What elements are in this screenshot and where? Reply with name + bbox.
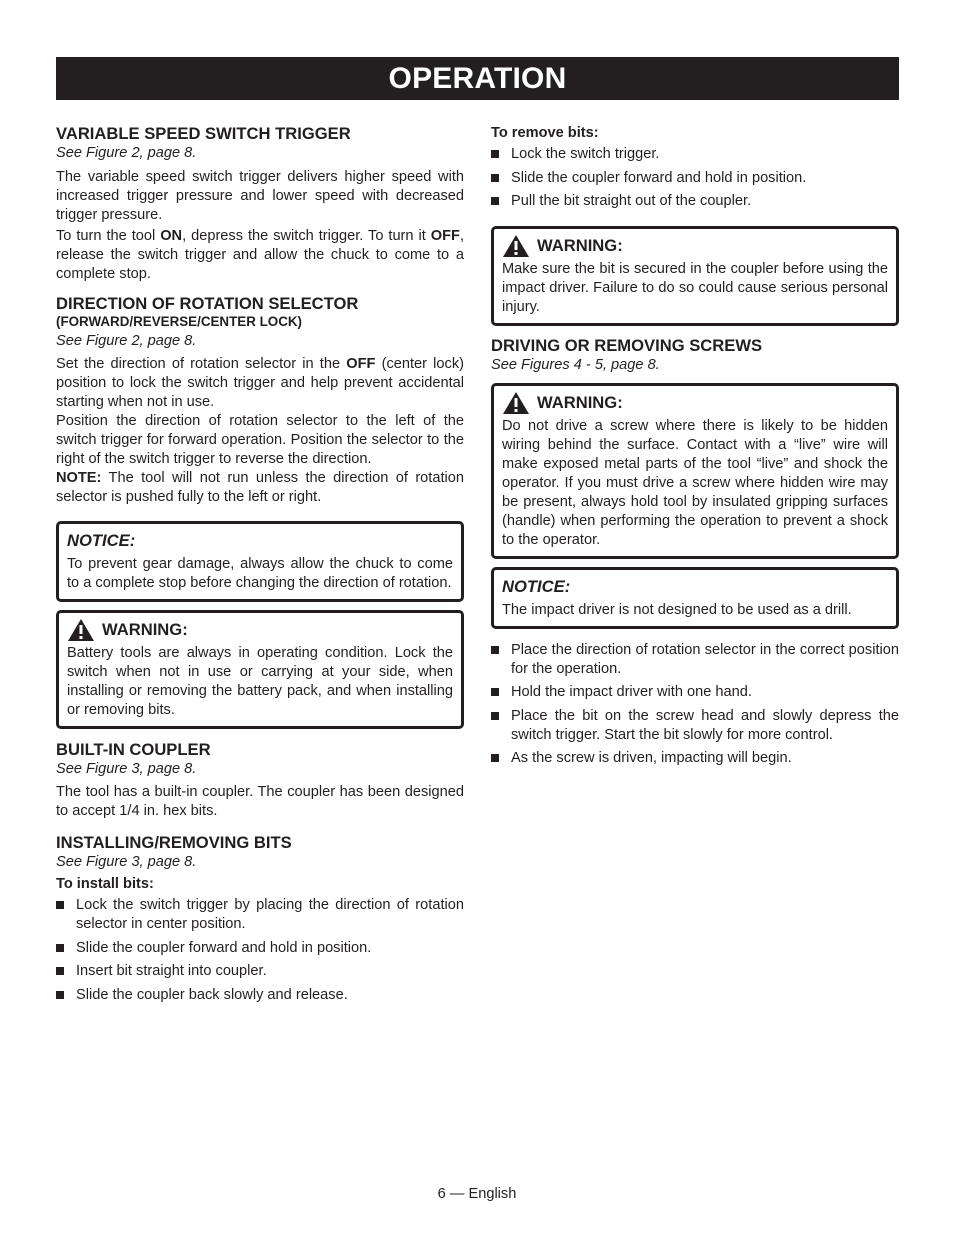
right-column bbox=[491, 124, 899, 773]
list-item: Place the bit on the screw head and slowly depress the switch trigger. Start the bit slowly for more control. bbox=[491, 707, 899, 745]
driving-steps-list bbox=[491, 641, 899, 769]
page-footer: 6 — English bbox=[437, 1186, 517, 1202]
installing-heading: INSTALLING/REMOVING BITS bbox=[56, 833, 292, 852]
warning-triangle-icon bbox=[502, 391, 530, 415]
driving-heading: DRIVING OR REMOVING SCREWS bbox=[491, 335, 763, 355]
notice-text: To prevent gear damage, always allow the chuck to come to a complete stop before changing the direction of rotation. bbox=[67, 556, 453, 591]
notice-box-drill bbox=[491, 567, 899, 629]
list-item: Hold the impact driver with one hand. bbox=[491, 683, 899, 702]
page-title: OPERATION bbox=[388, 62, 567, 95]
warning-box-hidden-wiring bbox=[491, 383, 899, 559]
variable-speed-paragraph-1: The variable speed switch trigger delivers higher speed with increased trigger pressure and lower speed with decreased trigger pressure. bbox=[56, 169, 464, 223]
notice-box-gear bbox=[56, 521, 464, 602]
warning-title: WARNING: bbox=[537, 235, 623, 255]
section-banner bbox=[56, 57, 899, 100]
list-item: As the screw is driven, impacting will begin. bbox=[491, 749, 899, 768]
list-item: Lock the switch trigger by placing the direction of rotation selector in center position. bbox=[56, 896, 464, 934]
direction-heading: DIRECTION OF ROTATION SELECTOR bbox=[56, 294, 359, 313]
list-item: Insert bit straight into coupler. bbox=[56, 962, 464, 981]
list-item: Slide the coupler back slowly and release. bbox=[56, 986, 464, 1005]
warning-triangle-icon bbox=[67, 618, 95, 642]
direction-paragraph-2: Position the direction of rotation selector to the left of the switch trigger for forward operation. Position the selector to the right of the switch trigger to reverse the direction. bbox=[56, 413, 464, 467]
direction-subheading: (FORWARD/REVERSE/CENTER LOCK) bbox=[56, 314, 302, 329]
list-item: Pull the bit straight out of the coupler. bbox=[491, 192, 899, 211]
list-item: Slide the coupler forward and hold in position. bbox=[56, 939, 464, 958]
remove-bits-list bbox=[491, 145, 899, 211]
warning-title: WARNING: bbox=[537, 392, 623, 412]
warning-text: Do not drive a screw where there is likely to be hidden wiring behind the surface. Contact with a “live” wire will make exposed metal parts of the tool “live” and shock the operator. If you must drive a screw where hidden wire may be present, always hold tool by insulated gripping surfaces (handle) when performing the operation to prevent a shock to the operator. bbox=[502, 417, 888, 548]
warning-text: Battery tools are always in operating condition. Lock the switch when not in use or carrying at your side, when installing or removing the battery pack, and when installing or removing bits. bbox=[67, 645, 453, 718]
warning-text: Make sure the bit is secured in the coupler before using the impact driver. Failure to do so could cause serious personal injury. bbox=[502, 260, 888, 315]
warning-triangle-icon bbox=[502, 234, 530, 258]
list-item: Slide the coupler forward and hold in position. bbox=[491, 169, 899, 188]
installing-reference: See Figure 3, page 8. bbox=[56, 854, 197, 870]
list-item: Lock the switch trigger. bbox=[491, 145, 899, 164]
variable-speed-reference: See Figure 2, page 8. bbox=[56, 145, 197, 161]
remove-bits-label: To remove bits: bbox=[491, 125, 599, 141]
notice-title: NOTICE: bbox=[502, 576, 571, 596]
install-bits-label: To install bits: bbox=[56, 876, 154, 892]
coupler-reference: See Figure 3, page 8. bbox=[56, 761, 197, 777]
coupler-paragraph: The tool has a built-in coupler. The coupler has been designed to accept 1/4 in. hex bits. bbox=[56, 784, 464, 819]
notice-text: The impact driver is not designed to be used as a drill. bbox=[502, 601, 852, 618]
coupler-heading: BUILT-IN COUPLER bbox=[56, 740, 211, 759]
warning-box-bit-secured bbox=[491, 226, 899, 326]
variable-speed-heading: VARIABLE SPEED SWITCH TRIGGER bbox=[56, 124, 351, 143]
driving-reference: See Figures 4 - 5, page 8. bbox=[491, 356, 660, 373]
list-item: Place the direction of rotation selector in the correct position for the operation. bbox=[491, 641, 899, 679]
warning-box-battery bbox=[56, 610, 464, 729]
direction-note: NOTE: The tool will not run unless the direction of rotation selector is pushed fully to the left or right. bbox=[56, 470, 464, 505]
direction-reference: See Figure 2, page 8. bbox=[56, 333, 197, 349]
notice-title: NOTICE: bbox=[67, 531, 136, 550]
warning-title: WARNING: bbox=[102, 620, 188, 639]
left-column bbox=[56, 124, 464, 1009]
direction-paragraph-1: Set the direction of rotation selector in the OFF (center lock) position to lock the switch trigger and help prevent accidental starting when not in use. bbox=[56, 356, 464, 410]
install-bits-list bbox=[56, 896, 464, 1005]
variable-speed-paragraph-2: To turn the tool ON, depress the switch trigger. To turn it OFF, release the switch trigger and allow the chuck to come to a complete stop. bbox=[56, 228, 464, 282]
